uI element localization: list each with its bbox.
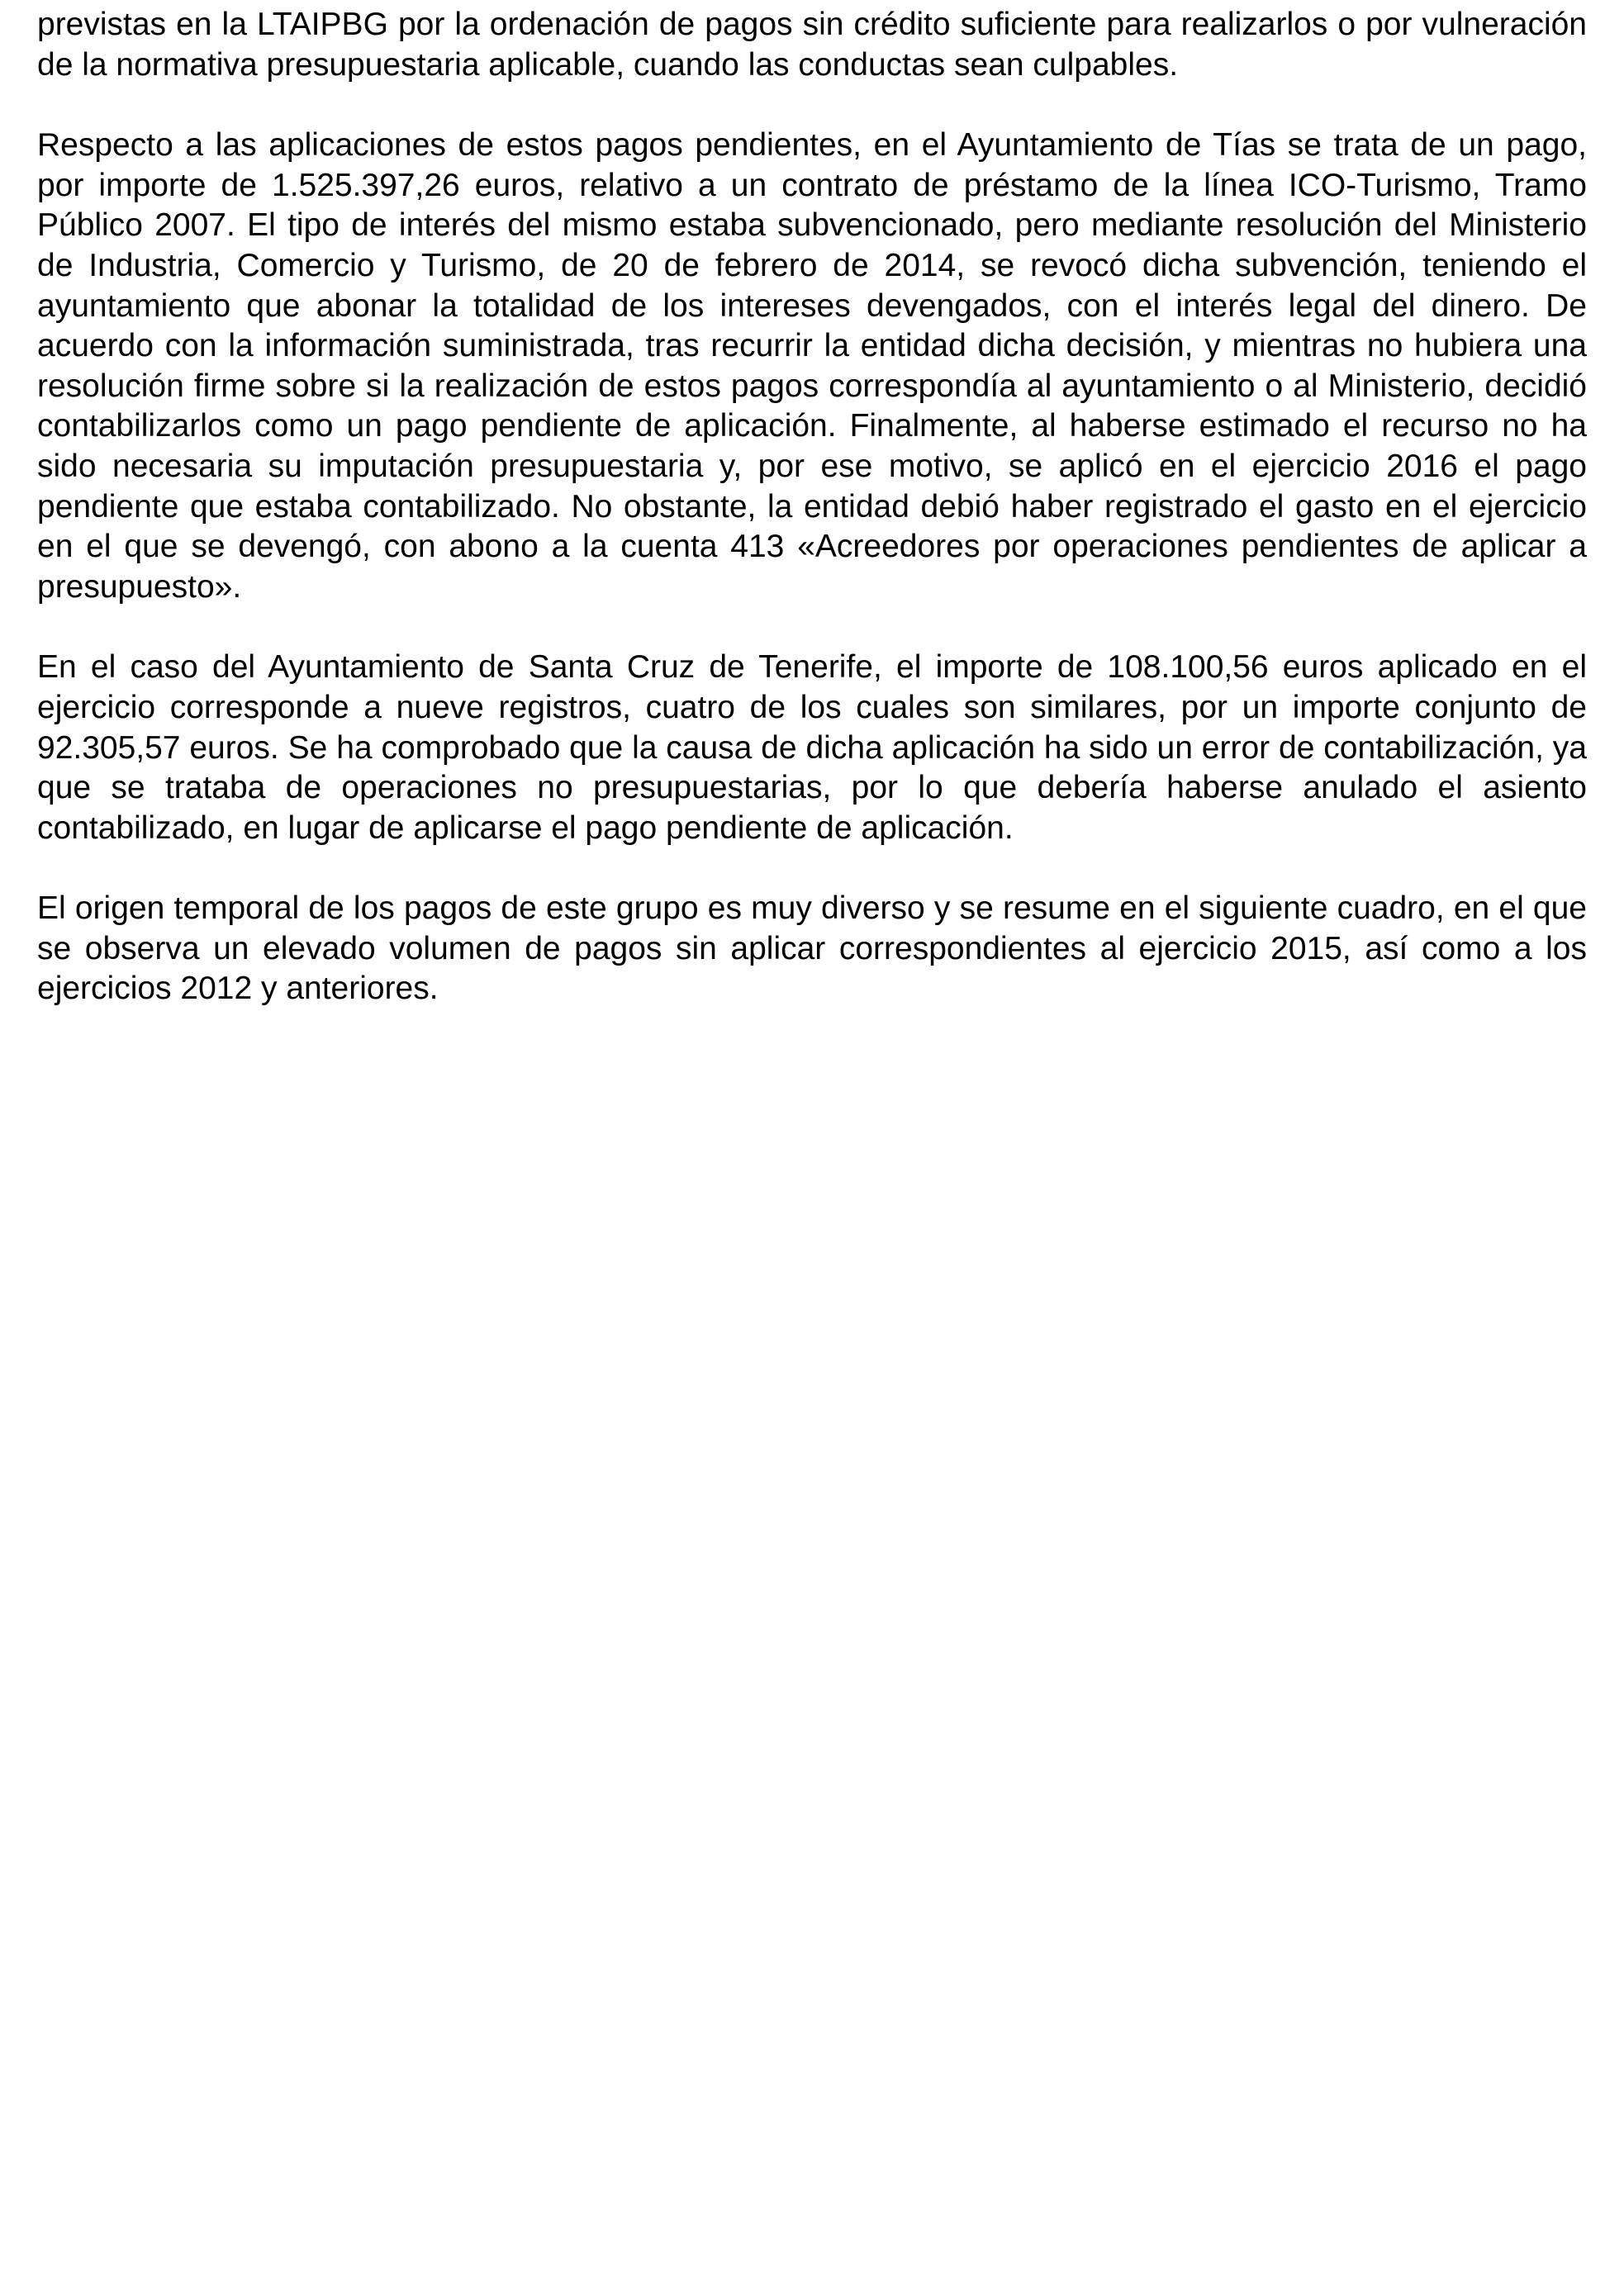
paragraph-tias-payment: Respecto a las aplicaciones de estos pagos pendientes, en el Ayuntamiento de Tías se trata de un pago, por importe de 1.525.397,26 euros, relativo a un contrato de préstamo de la línea ICO-Turismo, Tramo Público 2007. El tipo de interés del mismo estaba subvencionado, pero mediante resolución del Ministerio de Industria, Comercio y Turismo, de 20 de febrero de 2014, se revocó dicha subvención, teniendo el ayuntamiento que abonar la totalidad de los intereses devengados, con el interés legal del dinero. De acuerdo con la información suministrada, tras recurrir la entidad dicha decisión, y mientras no hubiera una resolución firme sobre si la realización de estos pagos correspondía al ayuntamiento o al Ministerio, decidió contabilizarlos como un pago pendiente de aplicación. Finalmente, al haberse estimado el recurso no ha sido necesaria su imputación presupuestaria y, por ese motivo, se aplicó en el ejercicio 2016 el pago pendiente que estaba contabilizado. No obstante, la entidad debió haber registrado el gasto en el ejercicio en el que se devengó, con abono a la cuenta 413 «Acreedores por operaciones pendientes de aplicar a presupuesto». <box>37 127 1587 605</box>
paragraph-temporal-origin: El origen temporal de los pagos de este grupo es muy diverso y se resume en el siguiente cuadro, en el que se observa un elevado volumen de pagos sin aplicar correspondientes al ejercicio 2015, así como a los ejercicios 2012 y anteriores. <box>37 890 1587 1007</box>
paragraph-sanctions-continuation: previstas en la LTAIPBG por la ordenación de pagos sin crédito suficiente para realizarlos o por vulneración de la normativa presupuestaria aplicable, cuando las conductas sean culpables. <box>37 7 1587 83</box>
document-page <box>37 5 1587 1050</box>
paragraph-santa-cruz-payment: En el caso del Ayuntamiento de Santa Cruz de Tenerife, el importe de 108.100,56 euros aplicado en el ejercicio corresponde a nueve registros, cuatro de los cuales son similares, por un importe conjunto de 92.305,57 euros. Se ha comprobado que la causa de dicha aplicación ha sido un error de contabilización, ya que se trataba de operaciones no presupuestarias, por lo que debería haberse anulado el asiento contabilizado, en lugar de aplicarse el pago pendiente de aplicación. <box>37 649 1587 846</box>
